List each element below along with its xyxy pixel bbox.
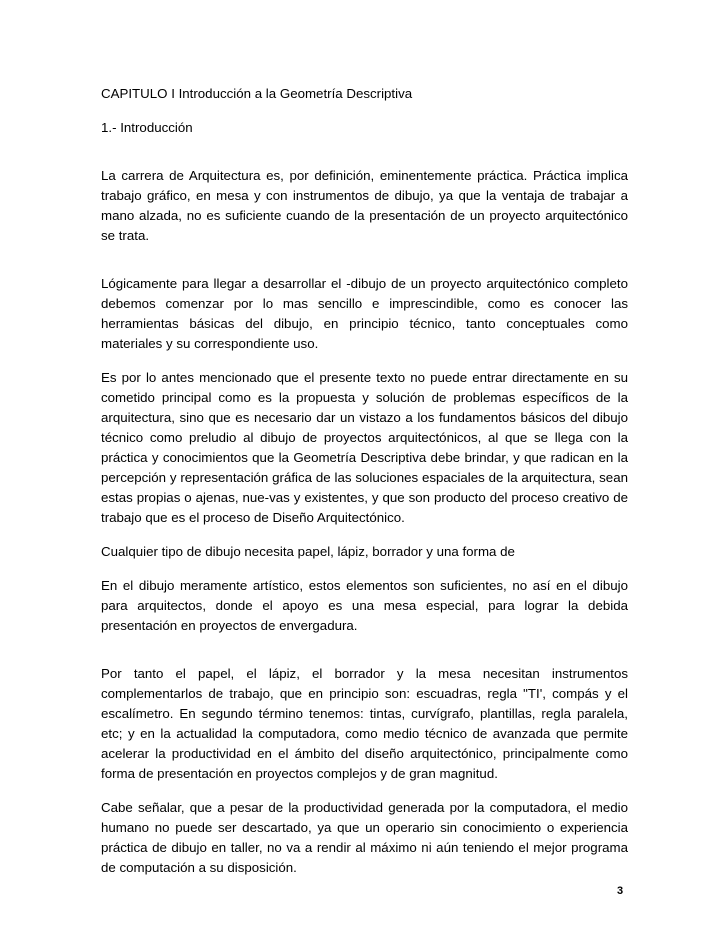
chapter-title: CAPITULO I Introducción a la Geometría Descriptiva	[101, 86, 413, 101]
paragraph: Es por lo antes mencionado que el presente texto no puede entrar directamente en su cometido principal como es la propuesta y solución de problemas específicos de la arquitectura, sino que es necesario dar un vistazo a los fundamentos básicos del dibujo técnico como preludio al dibujo de proyectos arquitectónicos, al que se llega con la práctica y conocimientos que la Geometría Descriptiva debe brindar, y que radican en la percepción y representación gráfica de las soluciones espaciales de la arquitectura, sean estas propias o ajenas, nue-vas y existentes, y que son producto del proceso creativo de trabajo que es el proceso de Diseño Arquitectónico.	[101, 370, 628, 525]
paragraph: Por tanto el papel, el lápiz, el borrador y la mesa necesitan instrumentos complementarlos de trabajo, que en principio son: escuadras, regla "TI', compás y el escalímetro. En segundo término tenemos: tintas, curvígrafo, plantillas, regla paralela, etc; y en la actualidad la computadora, como medio técnico de avanzada que permite acelerar la productividad en el ámbito del diseño arquitectónico, principalmente como forma de presentación en proyectos complejos y de gran magnitud.	[101, 666, 628, 781]
paragraph: Lógicamente para llegar a desarrollar el -dibujo de un proyecto arquitectónico completo debemos comenzar por lo mas sencillo e imprescindible, como es conocer las herramientas básicas del dibujo, en principio técnico, tanto conceptuales como materiales y su correspondiente uso.	[101, 276, 628, 351]
paragraph: Cabe señalar, que a pesar de la productividad generada por la computadora, el medio humano no puede ser descartado, ya que un operario sin conocimiento o experiencia práctica de dibujo en taller, no va a rendir al máximo ni aún teniendo el mejor programa de computación a su disposición.	[101, 800, 628, 875]
section-title: 1.- Introducción	[101, 120, 193, 135]
paragraph: En el dibujo meramente artístico, estos elementos son suficientes, no así en el dibujo para arquitectos, donde el apoyo es una mesa especial, para lograr la debida presentación en proyectos de envergadura.	[101, 578, 628, 633]
paragraph: Cualquier tipo de dibujo necesita papel, lápiz, borrador y una forma de	[101, 544, 515, 559]
paragraph: La carrera de Arquitectura es, por definición, eminentemente práctica. Práctica implica trabajo gráfico, en mesa y con instrumentos de dibujo, ya que la ventaja de trabajar a mano alzada, no es suficiente cuando de la presentación de un proyecto arquitectónico se trata.	[101, 168, 628, 243]
page-content	[101, 84, 628, 878]
page-number: 3	[617, 885, 624, 897]
